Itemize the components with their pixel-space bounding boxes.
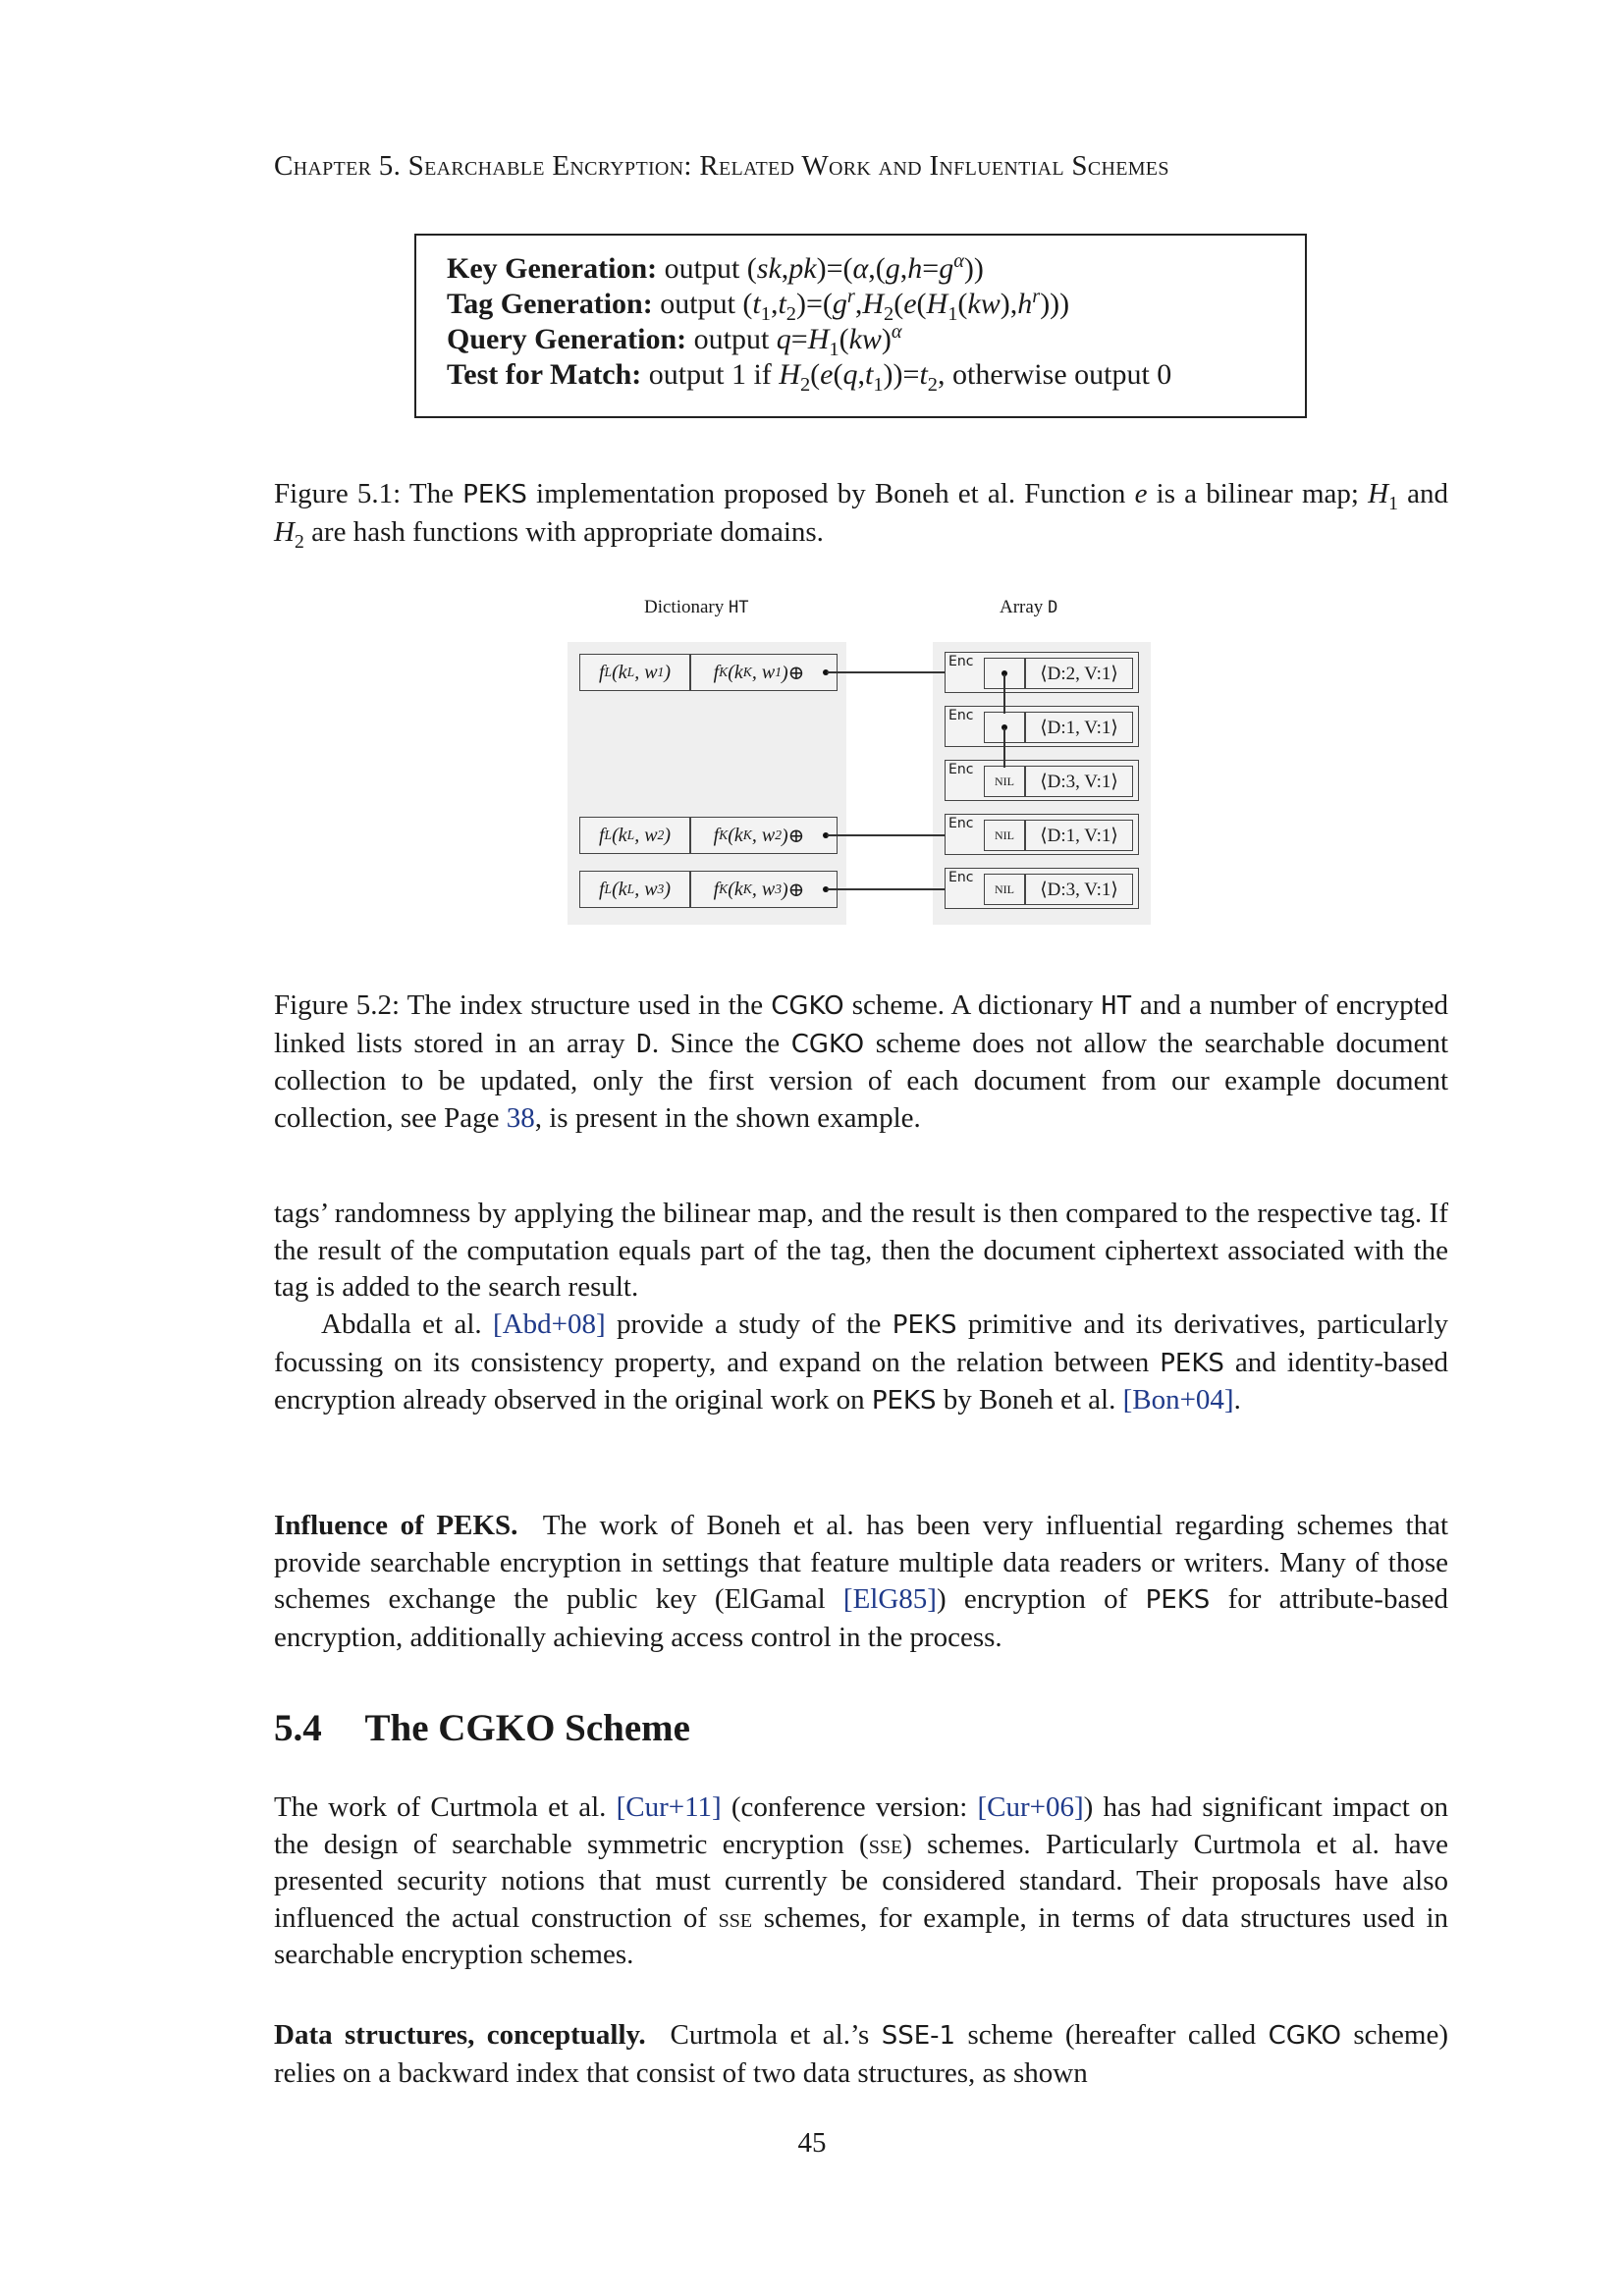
- page-reference-link[interactable]: 38: [506, 1101, 535, 1134]
- dict-value-cell: f K (k K , w 2 )⊕: [690, 817, 838, 854]
- paragraph-text: .: [1233, 1384, 1241, 1415]
- dict-code: HT: [729, 598, 749, 617]
- paragraph-abdalla: [274, 1307, 1448, 1420]
- node-value: ⟨D:3, V:1⟩: [1025, 874, 1133, 905]
- peks-term: PEKS: [892, 1310, 957, 1340]
- paragraph-text: scheme (hereafter called: [967, 2019, 1257, 2051]
- dict-title-text: Dictionary: [644, 597, 725, 617]
- enc-label: Enc: [948, 762, 974, 777]
- array-title: [1000, 597, 1057, 618]
- peks-term: PEKS: [871, 1386, 937, 1415]
- query-label: Query Generation:: [447, 323, 687, 355]
- paragraph-tags: [274, 1196, 1448, 1307]
- tag-label: Tag Generation:: [447, 288, 653, 320]
- dict-key-cell: f L (k L , w 3 ): [579, 871, 690, 908]
- test-text-1: output 1 if: [648, 358, 772, 391]
- chapter-title: Chapter 5. Searchable Encryption: Related Work and Influential Schemes: [274, 150, 1169, 182]
- dictionary-title: [644, 597, 749, 618]
- math-e: e: [1134, 478, 1148, 509]
- node-value: ⟨D:3, V:1⟩: [1025, 766, 1133, 797]
- paragraph-title: Influence of PEKS.: [274, 1510, 518, 1541]
- paragraph-text: The work of Curtmola et al.: [274, 1791, 607, 1823]
- peks-term: PEKS: [1160, 1348, 1224, 1378]
- caption-text: scheme does not allow the searchable document collection to be updated, only the first version of each document from our example document collection, see Page: [274, 1027, 1449, 1134]
- figure-label: Figure 5.2:: [274, 989, 401, 1021]
- citation-cur06[interactable]: [Cur+06]: [977, 1791, 1084, 1823]
- paragraph-text: and identity-based encryption already observed in the original work on: [274, 1346, 1449, 1415]
- caption-text: scheme. A dictionary: [851, 989, 1094, 1021]
- caption-text: are hash functions with appropriate domains.: [311, 515, 824, 548]
- enc-label: Enc: [948, 708, 974, 723]
- paragraph-text: schemes, for example, in terms of data structures used in searchable encryption schemes.: [274, 1901, 1449, 1970]
- paragraph-influence: [274, 1508, 1448, 1656]
- pointer-line: [827, 888, 945, 890]
- peks-algorithm-box: [414, 234, 1307, 418]
- pointer-line: [827, 834, 945, 836]
- caption-text: implementation proposed by Boneh et al. Function: [536, 478, 1126, 509]
- sse1-term: SSE-1: [881, 2021, 956, 2051]
- node-value: ⟨D:1, V:1⟩: [1025, 712, 1133, 743]
- cgko-term: CGKO: [771, 991, 844, 1021]
- paragraph-text: provide a study of the: [617, 1308, 882, 1340]
- paragraph-text: for attribute-based encryption, additionally achieving access control in the process.: [274, 1583, 1448, 1653]
- caption-text: is a bilinear map;: [1156, 478, 1359, 509]
- dict-value-cell: f K (k K , w 1 )⊕: [690, 654, 838, 691]
- section-heading: [274, 1706, 690, 1750]
- list-link-line: [1003, 728, 1005, 768]
- paragraph-text: primitive and its derivatives, particularly focussing on its consistency property, and expand on the relation between: [274, 1308, 1449, 1378]
- sse-term: sse: [718, 1901, 753, 1934]
- peks-term: PEKS: [462, 480, 527, 509]
- caption-text: The: [408, 478, 454, 509]
- paragraph-text: ) encryption of: [936, 1583, 1128, 1615]
- nil-pointer: NIL: [984, 766, 1025, 797]
- keygen-line: Key Generation: output $(sk,pk)=(\alpha,(g,h=g^\alpha))$: [447, 250, 984, 285]
- caption-text: The index structure used in the: [406, 989, 764, 1021]
- section-number: 5.4: [274, 1707, 322, 1749]
- citation-cur11[interactable]: [Cur+11]: [616, 1791, 722, 1823]
- citation-bon04[interactable]: [Bon+04]: [1122, 1384, 1234, 1415]
- paragraph-text: scheme) relies on a backward index that consist of two data structures, as shown: [274, 2019, 1448, 2089]
- figure-5-2-caption: [274, 988, 1448, 1137]
- citation-elg85[interactable]: [ElG85]: [842, 1583, 937, 1615]
- ht-code: HT: [1101, 991, 1132, 1021]
- page-number: 45: [797, 2127, 827, 2159]
- citation-abd08[interactable]: [Abd+08]: [493, 1308, 606, 1340]
- figure-label: Figure 5.1:: [274, 478, 402, 509]
- d-code: D: [636, 1029, 652, 1059]
- cgko-index-diagram: [560, 589, 1159, 933]
- tag-line: Tag Generation: output $(t_1,t_2)=(g^r,H_2(e(H_1(kw),h^r)))$: [447, 286, 1070, 325]
- test-line: Test for Match: output 1 if $H_2(e(q,t_1))=t_2$, otherwise output 0: [447, 358, 1172, 396]
- paragraph-text: Curtmola et al.’s: [670, 2019, 870, 2051]
- paragraph-text: ) has had significant impact on the design of searchable symmetric encryption (: [274, 1791, 1449, 1860]
- test-text-2: , otherwise output 0: [938, 358, 1172, 391]
- dict-key-cell: f L (k L , w 2 ): [579, 817, 690, 854]
- node-value: ⟨D:1, V:1⟩: [1025, 820, 1133, 851]
- peks-term: PEKS: [1145, 1585, 1211, 1615]
- paragraph-data-structures: [274, 2017, 1448, 2092]
- paragraph-text: ) schemes. Particularly Curtmola et al. have presented security notions that must currently be considered standard. Their proposals have also influenced the actual construction of: [274, 1828, 1448, 1934]
- output-word: output: [660, 288, 735, 320]
- paragraph-text: tags’ randomness by applying the bilinear map, and the result is then compared to the respective tag. If the result of the computation equals part of the tag, then the document ciphertext associated with the tag is added to the search result.: [274, 1198, 1448, 1303]
- cgko-term: CGKO: [1268, 2021, 1341, 2051]
- caption-text: and: [1407, 478, 1449, 509]
- list-link-line: [1003, 674, 1005, 714]
- cgko-term: CGKO: [790, 1029, 865, 1059]
- output-word: output: [693, 323, 770, 355]
- caption-text: , is present in the shown example.: [534, 1101, 921, 1134]
- paragraph-text: Abdalla et al.: [321, 1308, 482, 1340]
- dict-value-cell: f K (k K , w 3 )⊕: [690, 871, 838, 908]
- pointer-line: [827, 671, 945, 673]
- test-label: Test for Match:: [447, 358, 642, 391]
- array-code: D: [1048, 598, 1058, 617]
- sse-term: sse: [868, 1828, 903, 1860]
- array-title-text: Array: [1000, 597, 1044, 617]
- caption-text: and a number of encrypted linked lists stored in an array: [274, 989, 1449, 1059]
- keygen-label: Key Generation:: [447, 252, 658, 285]
- caption-text: . Since the: [651, 1027, 781, 1059]
- query-line: Query Generation: output $q=H_1(kw)^\alpha$: [447, 321, 902, 360]
- paragraph-curtmola: [274, 1789, 1448, 1974]
- paragraph-title: Data structures, conceptually.: [274, 2019, 646, 2051]
- nil-pointer: NIL: [984, 820, 1025, 851]
- section-title: The CGKO Scheme: [364, 1707, 690, 1749]
- dict-key-cell: f L (k L , w 1 ): [579, 654, 690, 691]
- enc-label: Enc: [948, 816, 974, 831]
- paragraph-text: by Boneh et al.: [943, 1384, 1116, 1415]
- enc-label: Enc: [948, 870, 974, 885]
- enc-label: Enc: [948, 654, 974, 669]
- paragraph-text: (conference version:: [731, 1791, 968, 1823]
- output-word: output: [664, 252, 740, 285]
- nil-pointer: NIL: [984, 874, 1025, 905]
- node-value: ⟨D:2, V:1⟩: [1025, 658, 1133, 689]
- figure-5-1-caption: Figure 5.1: The PEKS implementation proposed by Boneh et al. Function e is a bilinear map; $H_1$ and $H_2$ are hash functions with appropriate domains.: [274, 478, 1449, 553]
- running-header: [274, 150, 1448, 183]
- paragraph-text: The work of Boneh et al. has been very influential regarding schemes that provide searchable encryption in settings that feature multiple data readers or writers. Many of those schemes exchange the public key (ElGamal: [274, 1510, 1449, 1615]
